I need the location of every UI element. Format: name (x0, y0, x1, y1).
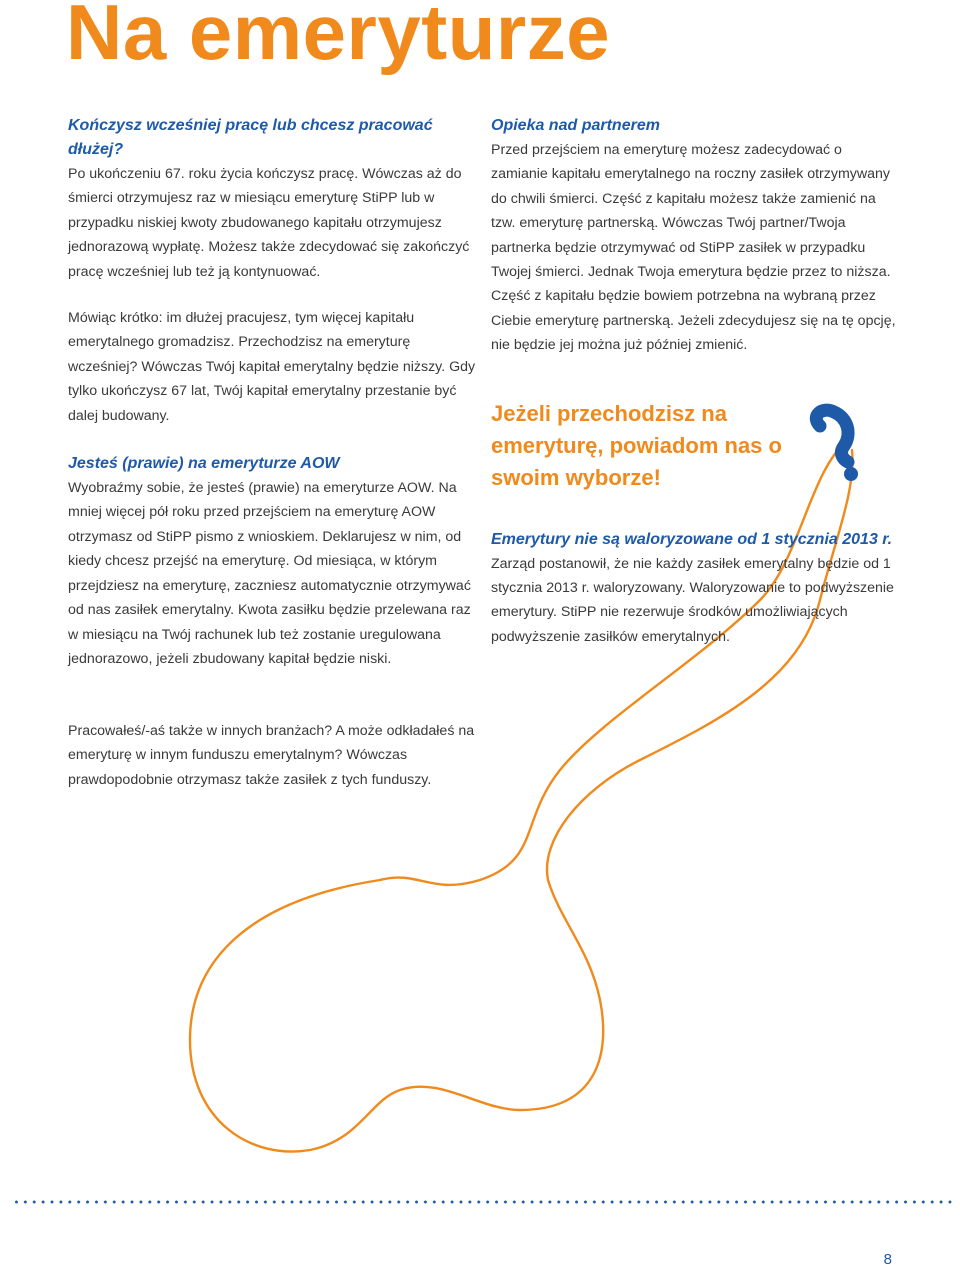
section-heading-partner-care: Opieka nad partnerem (491, 117, 660, 134)
paragraph-other-funds: Pracowałeś/-aś także w innych branżach? A może odkładałeś na emeryturę w innym funduszu emerytalnym? Wówczas prawdopodobnie otrzymasz także zasiłek z tych funduszy. (68, 723, 475, 788)
paragraph-indexation: Zarząd postanowił, że nie każdy zasiłek emerytalny będzie od 1 stycznia 2013 r. waloryzowany. Waloryzowanie to podwyższenie emerytury. StiPP nie rezerwuje środków umożliwiających podwyższenie zasiłków emerytalnych. (491, 555, 894, 645)
paragraph-retirement-age: Po ukończeniu 67. roku życia kończysz pracę. Wówczas aż do śmierci otrzymujesz raz w miesiącu emeryturę StiPP lub w przypadku niskiej kwoty zbudowanego kapitału otrzymujesz jednorazową wypłatę. Możesz także zdecydować się zakończyć pracę wcześniej lub też ją kontynuować. (68, 166, 470, 280)
section-heading-aow: Jesteś (prawie) na emeryturze AOW (68, 455, 340, 473)
paragraph-aow: Wyobraźmy sobie, że jesteś (prawie) na emeryturze AOW. Na mniej więcej pół roku przed przejściem na emeryturę AOW otrzymasz od StiPP pismo z wnioskiem. Deklarujesz w nim, od kiedy chcesz przejść na emeryturę. Od miesiąca, w którym przejdziesz na emeryturę, zaczniesz automatycznie otrzymywać od nas zasiłek emerytalny. Kwota zasiłku będzie przelewana raz w miesiącu na Twój rachunek lub też zostanie uregulowana jednorazowo, jeżeli zbudowany kapitał będzie niski. (68, 480, 471, 667)
page-title: Na emeryturze (66, 0, 611, 76)
paragraph-work-longer: Mówiąc krótko: im dłużej pracujesz, tym więcej kapitału emerytalnego gromadzisz. Przechodzisz na emeryturę wcześniej? Wówczas Twój kapitał emerytalny będzie niższy. Gdy tylko ukończysz 67 lat, Twój kapitał emerytalny przestanie być dalej budowany. (68, 310, 476, 424)
section-heading-early-retirement: Kończysz wcześniej pracę lub chcesz pracować dłużej? (68, 117, 433, 158)
dotted-separator (12, 1200, 952, 1204)
page-number: 8 (883, 1251, 892, 1268)
section-heading-indexation: Emerytury nie są waloryzowane od 1 stycznia 2013 r. (491, 530, 893, 548)
left-column-bottom (68, 719, 476, 792)
callout-notify-us: Jeżeli przechodzisz na emeryturę, powiadom nas o swoim wyborze! (491, 400, 782, 490)
question-mark-icon (800, 402, 866, 484)
right-column (491, 114, 901, 649)
paragraph-partner-pension: Przed przejściem na emeryturę możesz zadecydować o zamianie kapitału emerytalnego na roczny zasiłek otrzymywany do chwili śmierci. Część z kapitału możesz także zamienić na tzw. emeryturę partnerską. Wówczas Twój partner/Twoja partnerka będzie otrzymywać od StiPP zasiłek w przypadku Twojej śmierci. Jednak Twoja emerytura będzie przez to niższa. Część z kapitału będzie bowiem potrzebna na wybraną przez Ciebie emeryturę partnerską. Jeżeli zdecydujesz się na tę opcję, nie będzie jej można już później zmienić. (491, 142, 896, 354)
left-column (68, 114, 476, 671)
